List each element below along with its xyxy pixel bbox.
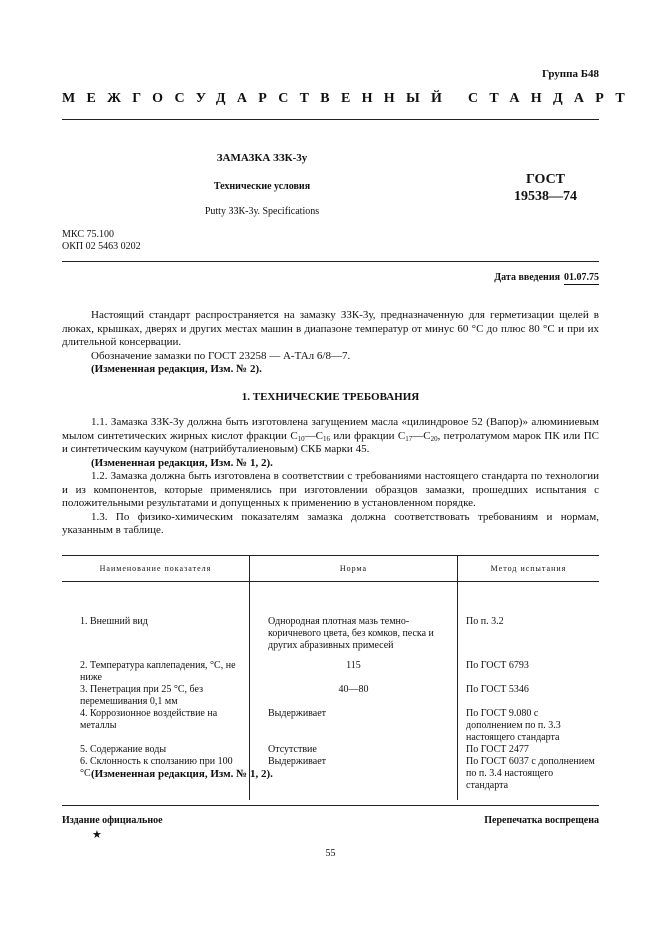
indicator-cell: 5. Содержание воды (80, 744, 167, 755)
norm-cell: Однородная плотная мазь темно-коричневого цвета, без комков, песка и других абразивных примесей (250, 582, 458, 653)
table-row (62, 708, 599, 744)
clause-1-1-note: (Измененная редакция, Изм. № 1, 2). (91, 456, 273, 469)
table-row (62, 744, 599, 756)
group-code: Группа Б48 (542, 68, 599, 80)
footer-divider (62, 805, 599, 806)
indicator-cell: 6. Склонность к сползанию при 100 °С (80, 756, 233, 779)
header-divider (62, 119, 599, 120)
gost-code: 19538—74 (514, 189, 577, 204)
norm-cell: 115 (250, 652, 458, 684)
table-row (62, 652, 599, 684)
column-header-norm: Норма (250, 556, 458, 582)
table-row (62, 684, 599, 708)
properties-table (62, 555, 599, 800)
okp-code: ОКП 02 5463 0202 (62, 241, 141, 252)
intro-section (62, 309, 599, 377)
reprint-prohibited-label: Перепечатка воспрещена (484, 815, 599, 826)
indicator-cell: 3. Пенетрация при 25 °С, без перемешивания 0,1 мм (80, 684, 204, 707)
clause-1-1: 1.1. Замазка ЗЗК-3у должна быть изготовлена загущением масла «цилиндровое 52 (Вапор)» алюминиевым мылом синтетических жирных кислот фракции $С_{10}—С_{16}$ или фракции $С_{17}—С_{20}$, петролатумом марок ПК или ПС и синтетическим каучуком (натрийбуталиеновым) СКБ марки 45. (62, 416, 599, 455)
requirements-section (62, 416, 599, 538)
method-cell: По ГОСТ 6793 (466, 660, 529, 671)
norm-cell: Выдерживает (250, 756, 458, 800)
table-header-row (62, 556, 599, 582)
gost-label: ГОСТ (525, 172, 566, 187)
column-header-indicator: Наименование показателя (62, 556, 250, 582)
column-header-method: Метод испытания (458, 556, 600, 582)
intro-date-label: Дата введения (494, 272, 560, 283)
method-cell: По п. 3.2 (466, 616, 504, 627)
designation-paragraph: Обозначение замазки по ГОСТ 23258 — А-ТАл 6/8—7. (91, 349, 351, 362)
page-number: 55 (325, 848, 336, 859)
codes-divider (62, 261, 599, 262)
method-cell: По ГОСТ 5346 (466, 684, 529, 695)
interstate-standard-banner: МЕЖГОСУДАРСТВЕННЫЙ СТАНДАРТ (62, 91, 636, 106)
method-cell: По ГОСТ 2477 (466, 744, 529, 755)
norm-cell: 40—80 (250, 684, 458, 708)
clause-1-3: 1.3. По физико-химическим показателям замазка должна соответствовать требованиям и нормам, указанным в таблице. (62, 510, 599, 536)
clause-1-2: 1.2. Замазка должна быть изготовлена в соответствии с требованиями настоящего стандарта по технологии и из компонентов, которые применялись при изготовлении образцов замазки, прошедших испытания с положительными результатами и допущенных к применению в установленном порядке. (62, 470, 599, 509)
english-title: Putty ЗЗК-3у. Specifications (204, 206, 320, 217)
table-row (62, 582, 599, 653)
indicator-cell: 4. Коррозионное воздействие на металлы (80, 708, 218, 731)
indicator-cell: 1. Внешний вид (80, 616, 148, 627)
method-cell: По ГОСТ 6037 с дополнением по п. 3.4 настоящего стандарта (466, 756, 595, 791)
document-subtitle: Технические условия (213, 181, 311, 192)
method-cell: По ГОСТ 9.080 с дополнением по п. 3.3 настоящего стандарта (466, 708, 561, 743)
indicator-cell: 2. Температура каплепадения, °С, не ниже (80, 660, 236, 683)
classification-codes (62, 229, 141, 253)
amendment-note: (Измененная редакция, Изм. № 2). (91, 363, 262, 375)
gost-number (514, 171, 577, 205)
section-heading: 1. ТЕХНИЧЕСКИЕ ТРЕБОВАНИЯ (241, 391, 420, 403)
document-title: ЗАМАЗКА ЗЗК-3у (216, 152, 308, 164)
official-edition-label: Издание официальное (62, 815, 163, 826)
mks-code: МКС 75.100 (62, 229, 114, 240)
norm-cell: Отсутствие (250, 744, 458, 756)
intro-date-value: 01.07.75 (564, 272, 599, 283)
intro-paragraph: Настоящий стандарт распространяется на замазку ЗЗК-3у, предназначенную для герметизации щелей в люках, крышках, дверях и других местах машин в диапазоне температур от минус 60 °С до плюс 80 °С и при их длительной консервации. (62, 309, 599, 348)
norm-cell: Выдерживает (250, 708, 458, 744)
star-icon: ★ (92, 829, 102, 841)
table-amendment-note: (Измененная редакция, Изм. № 1, 2). (91, 768, 273, 780)
intro-date (494, 272, 599, 283)
